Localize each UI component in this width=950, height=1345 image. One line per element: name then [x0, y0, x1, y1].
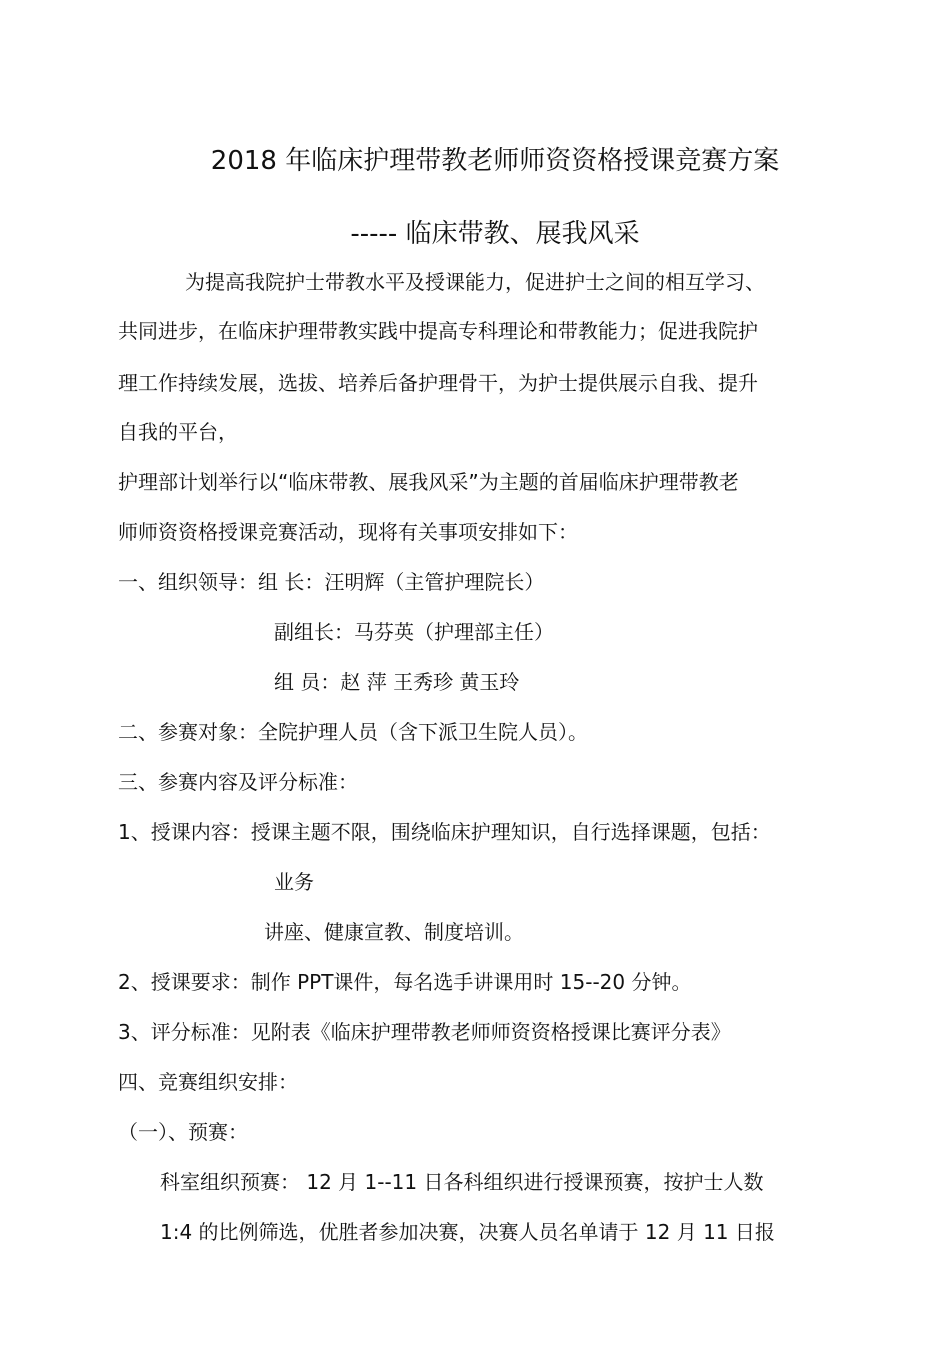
document-title: 2018 年临床护理带教老师师资资格授课竞赛方案 [210, 146, 780, 176]
leadership-deputy-line: 副组长：马芬英（护理部主任） [274, 620, 554, 644]
paragraph-line: 师师资资格授课竞赛活动，现将有关事项安排如下： [118, 520, 578, 544]
subsection-heading-preliminary: （一）、预赛： [118, 1120, 248, 1144]
leadership-members-line: 组 员：赵 萍 王秀珍 黄玉玲 [274, 670, 520, 694]
item-content: 1、授课内容：授课主题不限，围绕临床护理知识，自行选择课题，包括： [118, 820, 771, 844]
paragraph-line: 为提高我院护士带教水平及授课能力，促进护士之间的相互学习、 [185, 270, 765, 294]
section-heading-leadership: 一、组织领导：组 长：汪明辉（主管护理院长） [118, 570, 545, 594]
item-scoring: 3、评分标准：见附表《临床护理带教老师师资资格授课比赛评分表》 [118, 1020, 731, 1044]
item-requirements: 2、授课要求：制作 PPT课件，每名选手讲课用时 15--20 分钟。 [118, 970, 692, 994]
paragraph-line: 自我的平台， [118, 420, 238, 444]
item-content-continued: 业务 [274, 870, 314, 894]
paragraph-line: 共同进步，在临床护理带教实践中提高专科理论和带教能力；促进我院护 [118, 319, 758, 343]
paragraph-line: 护理部计划举行以“临床带教、展我风采”为主题的首届临床护理带教老 [118, 470, 739, 494]
section-heading-participants: 二、参赛对象：全院护理人员（含下派卫生院人员）。 [118, 720, 588, 744]
document-subtitle: ----- 临床带教、展我风采 [350, 219, 640, 249]
section-heading-content: 三、参赛内容及评分标准： [118, 770, 358, 794]
item-content-continued: 讲座、健康宣教、制度培训。 [264, 920, 524, 944]
paragraph-line: 理工作持续发展，选拔、培养后备护理骨干，为护士提供展示自我、提升 [118, 371, 758, 395]
paragraph-line: 科室组织预赛： 12 月 1--11 日各科组织进行授课预赛，按护士人数 [160, 1170, 764, 1194]
paragraph-line: 1:4 的比例筛选，优胜者参加决赛，决赛人员名单请于 12 月 11 日报 [160, 1220, 775, 1244]
section-heading-arrangement: 四、竞赛组织安排： [118, 1070, 298, 1094]
